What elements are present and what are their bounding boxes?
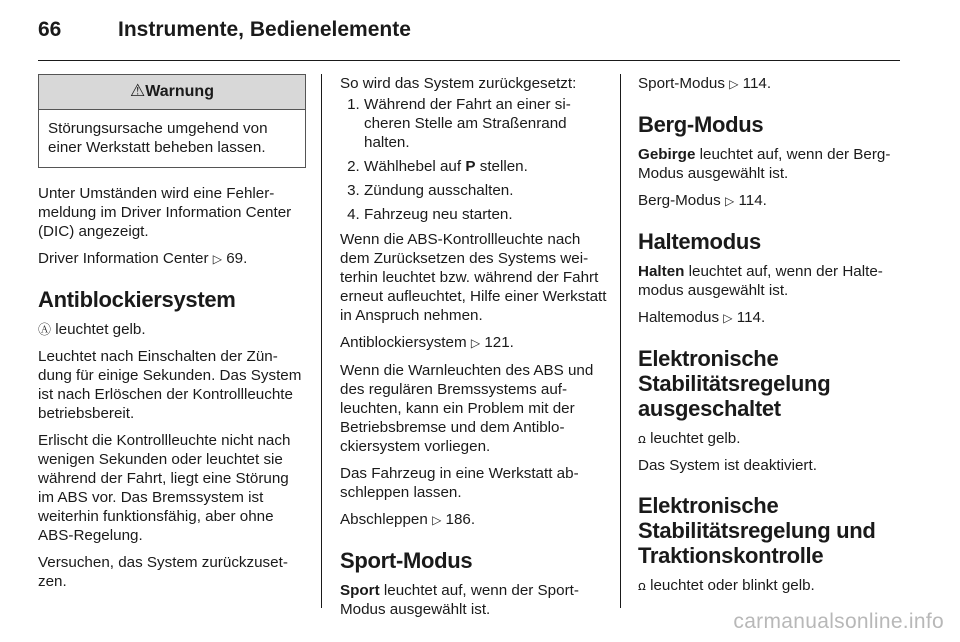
cross-reference[interactable]: Haltemodus ▷ 114. [638, 309, 766, 326]
page-ref-arrow-icon: ▷ [723, 311, 733, 325]
page-ref-arrow-icon: ▷ [724, 194, 735, 208]
section-heading-sport: Sport-Modus [340, 548, 473, 573]
page-ref-arrow-icon: ▷ [470, 336, 481, 350]
warning-title: Warnung [145, 83, 214, 100]
warning-triangle-icon: ⚠ [130, 81, 146, 100]
section-heading-abs: Antiblockiersystem [38, 287, 236, 312]
column-divider [321, 74, 322, 608]
list-item: 4. Fahrzeug neu starten. [364, 205, 608, 224]
paragraph: Wenn die ABS-Kontrollleuchte nach dem Zurücksetzen des Systems weiterhin leuchtet bzw. während der Fahrt erneut aufleuchtet, Hilfe einer Werkstatt in Anspruch nehmen. [340, 231, 607, 324]
section-heading-esp: Elektronische Stabilitätsregelung und Traktionskontrolle [638, 493, 876, 568]
esp-indicator-line: ꭥ leuchtet oder blinkt gelb. [638, 577, 815, 594]
paragraph: Das Fahrzeug in eine Werkstatt abschleppen lassen. [340, 465, 579, 501]
abs-indicator-line: Ⓐ leuchtet gelb. [38, 321, 146, 338]
page-ref-arrow-icon: ▷ [432, 513, 442, 527]
paragraph: Unter Umständen wird eine Fehlermeldung im Driver Information Center (DIC) angezeigt. [38, 185, 292, 240]
paragraph: Versuchen, das System zurückzusetzen. [38, 554, 288, 590]
warning-box [38, 74, 306, 168]
paragraph: Erlischt die Kontrollleuchte nicht nach wenigen Sekunden oder leuchtet sie während der Fahrt, liegt eine Störung im ABS vor. Das Bremssystem ist weiterhin funktionsfähig, aber ohne ABS-Regelung. [38, 432, 291, 544]
paragraph: Das System ist deaktiviert. [638, 457, 817, 474]
reset-steps-list [340, 95, 608, 224]
cross-reference[interactable]: Sport-Modus ▷ 114. [638, 75, 772, 92]
paragraph: Gebirge leuchtet auf, wenn der Berg-Modus ausgewählt ist. [638, 146, 891, 182]
page-ref-arrow-icon: ▷ [729, 77, 739, 91]
column-2 [340, 74, 608, 627]
warning-text: Störungsursache umgehend von einer Werkstatt beheben lassen. [48, 120, 268, 156]
esp-off-indicator-line: ꭥ leuchtet gelb. [638, 430, 741, 447]
watermark: carmanualsonline.info [733, 610, 944, 633]
esp-off-icon: ꭥ [638, 431, 646, 446]
section-heading-esp-off: Elektronische Stabilitätsregelung ausgeschaltet [638, 346, 831, 421]
esp-icon: ꭥ [638, 578, 646, 593]
list-item: 1. Während der Fahrt an einer sicheren Stelle am Straßenrand halten. [364, 95, 608, 152]
page-title: Instrumente, Bedienelemente [118, 18, 411, 41]
list-item: 2. Wählhebel auf P stellen. [364, 157, 608, 176]
page-ref-arrow-icon: ▷ [212, 252, 222, 266]
page-number: 66 [38, 18, 62, 41]
warning-header [39, 75, 305, 110]
paragraph: So wird das System zurückgesetzt: [340, 75, 577, 92]
paragraph: Leuchtet nach Einschalten der Zündung für einige Sekunden. Das System ist nach Erlöschen der Kontrollleuchte betriebsbereit. [38, 348, 302, 422]
section-heading-berg: Berg-Modus [638, 112, 764, 137]
cross-reference[interactable]: Abschleppen ▷ 186. [340, 511, 476, 528]
paragraph: Wenn die Warnleuchten des ABS und des regulären Bremssystems aufleuchten, kann ein Problem mit der Betriebsbremse und dem Antiblockiersystem vorliegen. [340, 362, 594, 455]
list-item: 3. Zündung ausschalten. [364, 181, 608, 200]
page-header [38, 18, 411, 42]
column-3 [638, 74, 900, 603]
paragraph: Sport leuchtet auf, wenn der Sport-Modus ausgewählt ist. [340, 582, 579, 618]
header-rule [38, 60, 900, 61]
column-divider [620, 74, 621, 608]
abs-warning-icon: Ⓐ [38, 322, 52, 337]
section-heading-halte: Haltemodus [638, 229, 761, 254]
cross-reference[interactable]: Berg-Modus ▷ 114. [638, 192, 767, 209]
paragraph: Halten leuchtet auf, wenn der Halte-modus ausgewählt ist. [638, 263, 883, 299]
cross-reference[interactable]: Antiblockiersystem ▷ 121. [340, 334, 514, 351]
cross-reference[interactable]: Driver Information Center ▷ 69. [38, 250, 248, 267]
column-1 [38, 74, 306, 599]
